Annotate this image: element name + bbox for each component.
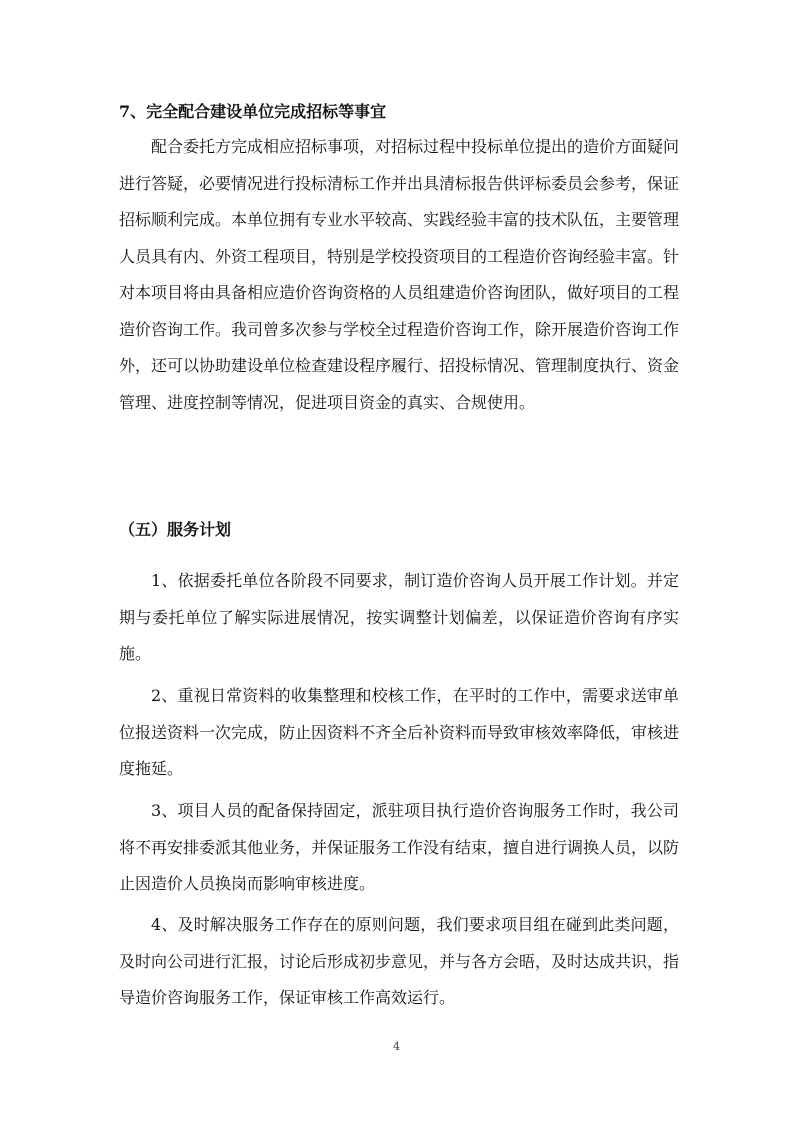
section-7-heading: 7、完全配合建设单位完成招标等事宜 xyxy=(119,102,387,121)
service-plan-item-2: 2、重视日常资料的收集整理和校核工作，在平时的工作中，需要求送审单位报送资料一次完成，防止因资料不齐全后补资料而导致审核效率降低，审核进度拖延。 xyxy=(119,686,680,778)
page-number: 4 xyxy=(393,1040,400,1053)
section-7-paragraph: 配合委托方完成相应招标事项，对招标过程中投标单位提出的造价方面疑问进行答疑，必要情况进行投标清标工作并出具清标报告供评标委员会参考，保证招标顺利完成。本单位拥有专业水平较高、实践经验丰富的技术队伍，主要管理人员具有内、外资工程项目，特别是学校投资项目的工程造价咨询经验丰富。针对本项目将由具备相应造价咨询资格的人员组建造价咨询团队，做好项目的工程造价咨询工作。我司曾多次参与学校全过程造价咨询工作，除开展造价咨询工作外，还可以协助建设单位检查建设程序履行、招投标情况、管理制度执行、资金管理、进度控制等情况，促进项目资金的真实、合规使用。 xyxy=(119,137,680,412)
service-plan-item-3: 3、项目人员的配备保持固定，派驻项目执行造价咨询服务工作时，我公司将不再安排委派其他业务，并保证服务工作没有结束，擅自进行调换人员，以防止因造价人员换岗而影响审核进度。 xyxy=(119,801,680,893)
service-plan-heading: （五）服务计划 xyxy=(119,520,232,539)
service-plan-item-1: 1、依据委托单位各阶段不同要求，制订造价咨询人员开展工作计划。并定期与委托单位了解实际进展情况，按实调整计划偏差，以保证造价咨询有序实施。 xyxy=(119,571,679,663)
service-plan-item-4: 4、及时解决服务工作存在的原则问题，我们要求项目组在碰到此类问题，及时向公司进行汇报，讨论后形成初步意见，并与各方会晤，及时达成共识，指导造价咨询服务工作，保证审核工作高效运行。 xyxy=(119,915,680,1007)
